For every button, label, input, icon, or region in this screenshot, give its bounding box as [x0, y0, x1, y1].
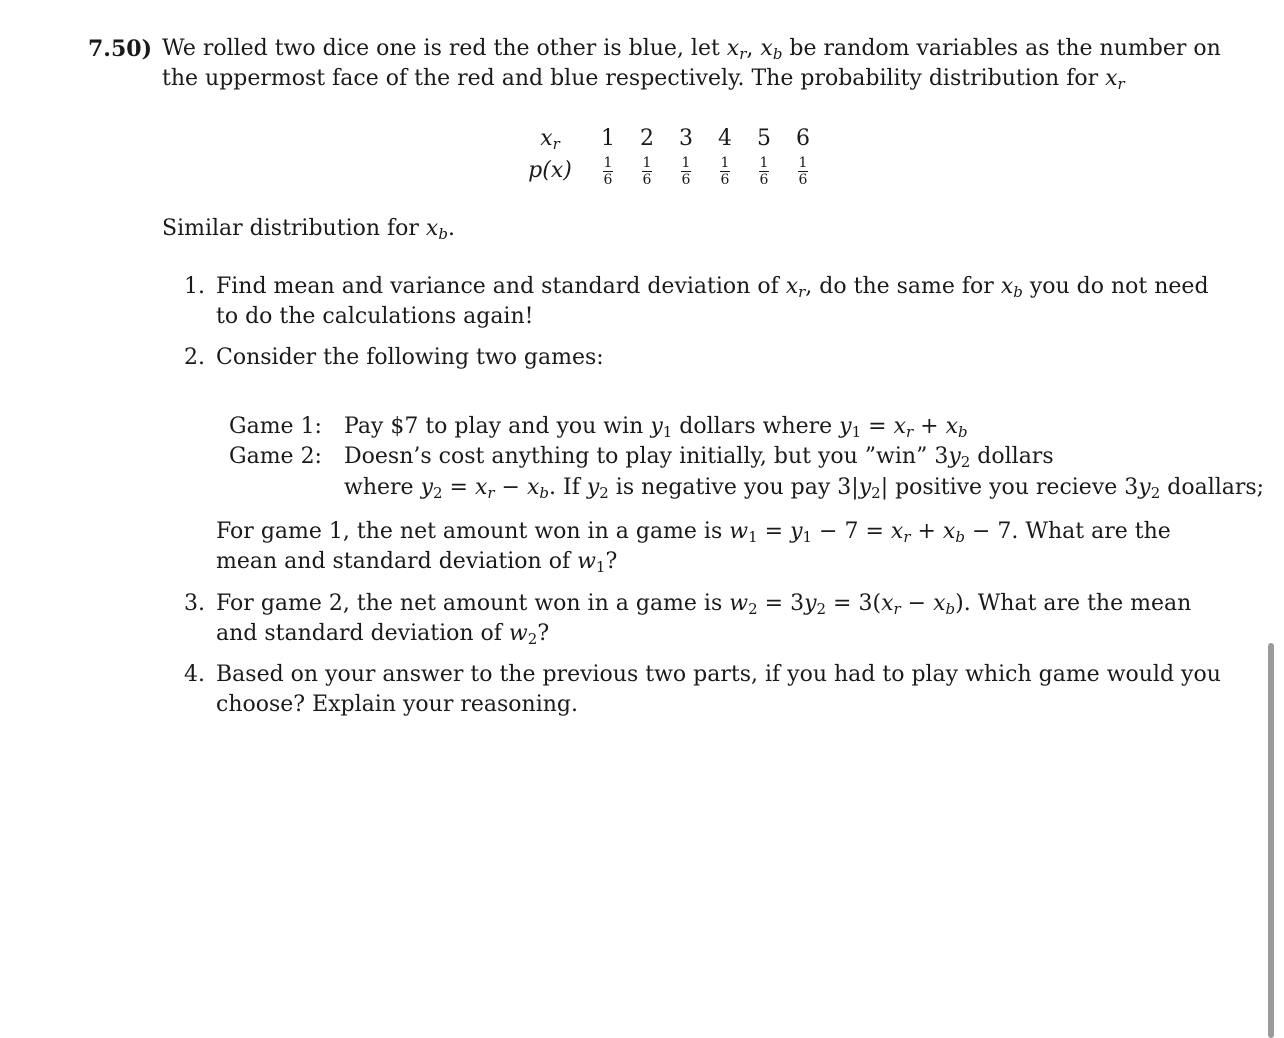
table-value: 1	[601, 126, 615, 151]
problem-number: 7.50)	[88, 36, 152, 62]
table-probability: 1 6	[681, 155, 691, 188]
item-number: 4.	[184, 662, 205, 687]
table-value: 2	[640, 126, 654, 151]
game-2-label: Game 2:	[229, 444, 322, 469]
item-2-line-1: Consider the following two games:	[216, 345, 604, 370]
table-probability: 1 6	[642, 155, 652, 188]
game-2-line-2: where $y_2 = x_r - x_b$. If $y_2$ is negative you pay $3|y_2|$ positive you recieve $3y_2$ doallars;	[344, 475, 1265, 502]
game-2-text: Doesn’s cost anything to play initially, but you ”win” $3y_2$ dollars	[344, 444, 1054, 471]
similar-distribution: Similar distribution for $x_b$.	[162, 216, 455, 243]
item-4-line-1: Based on your answer to the previous two parts, if you had to play which game would you	[216, 662, 1221, 687]
item-1-line-1: Find mean and variance and standard deviation of $x_r$, do the same for $x_b$ you do not need	[216, 274, 1209, 301]
table-header-x: $x_r$	[540, 126, 560, 153]
vertical-scrollbar[interactable]	[1268, 643, 1274, 1038]
table-probability: 1 6	[798, 155, 808, 188]
game-1-text: Pay $7 to play and you win $y_1$ dollars where $y_1 = x_r + x_b$	[344, 414, 968, 441]
game-1-label: Game 1:	[229, 414, 322, 439]
table-probability: 1 6	[603, 155, 613, 188]
item-4-line-2: choose? Explain your reasoning.	[216, 692, 578, 717]
intro-line-2: the uppermost face of the red and blue respectively. The probability distribution for $x_r$	[162, 66, 1125, 93]
table-value: 4	[718, 126, 732, 151]
table-value: 6	[796, 126, 810, 151]
table-header-px: p(x)	[528, 158, 572, 183]
item-number: 1.	[184, 274, 205, 299]
table-probability: 1 6	[759, 155, 769, 188]
table-value: 5	[757, 126, 771, 151]
intro-line-1: We rolled two dice one is red the other is blue, let $x_r$, $x_b$ be random variables as the number on	[162, 36, 1221, 63]
item-number: 2.	[184, 345, 205, 370]
w1-line-2: mean and standard deviation of $w_1$?	[216, 549, 618, 576]
w1-line-1: For game 1, the net amount won in a game is $w_1 = y_1 - 7 = x_r + x_b - 7$. What are the	[216, 519, 1171, 546]
item-1-line-2: to do the calculations again!	[216, 304, 534, 329]
item-3-line-2: and standard deviation of $w_2$?	[216, 621, 550, 648]
table-probability: 1 6	[720, 155, 730, 188]
item-number: 3.	[184, 591, 205, 616]
table-value: 3	[679, 126, 693, 151]
item-3-line-1: For game 2, the net amount won in a game is $w_2 = 3y_2 = 3(x_r - x_b)$. What are the mean	[216, 591, 1192, 618]
